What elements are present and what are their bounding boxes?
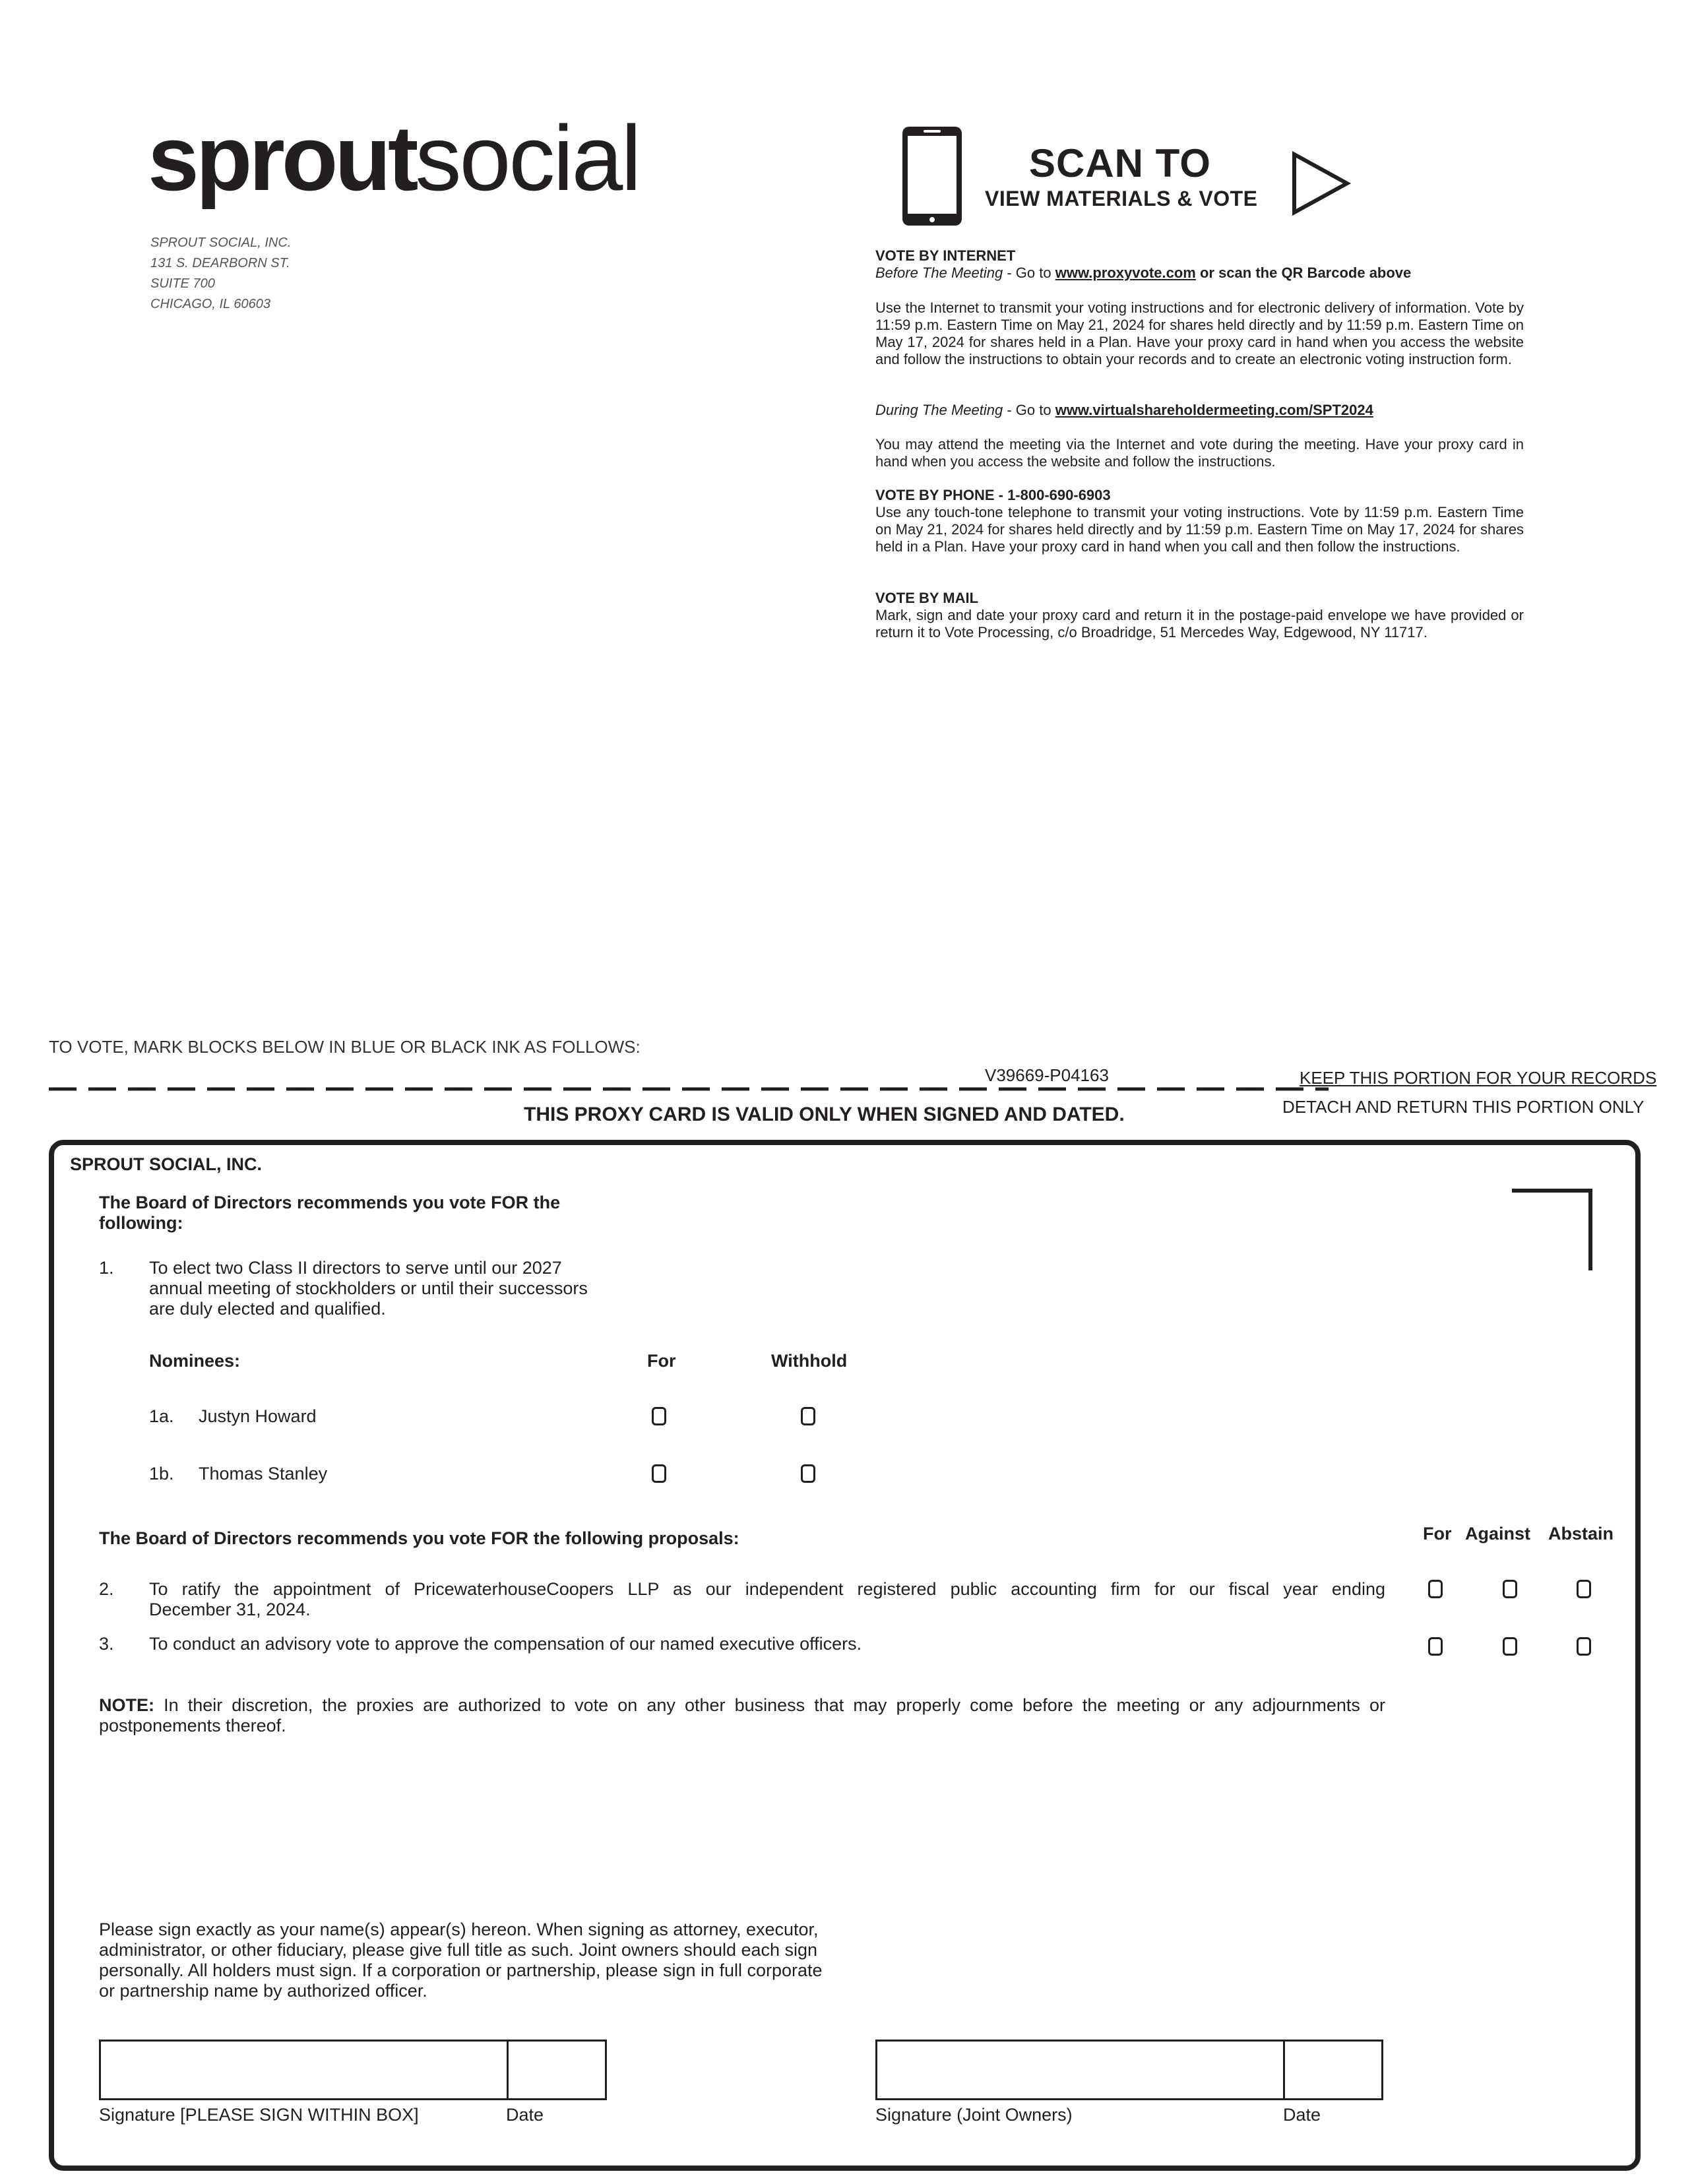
- control-number: V39669-P04163: [985, 1065, 1109, 1085]
- scan-title: SCAN TO: [1029, 141, 1211, 185]
- detach-portion-label: DETACH AND RETURN THIS PORTION ONLY: [1282, 1097, 1645, 1117]
- sign-instruction-2: administrator, or other fiduciary, please give full title as such. Joint owners should each sign: [99, 1940, 818, 1960]
- proposal-3-for-checkbox[interactable]: [1428, 1637, 1443, 1656]
- nominee-1b-for-checkbox[interactable]: [652, 1464, 666, 1483]
- signature-1-date-label: Date: [506, 2105, 544, 2125]
- address-line-4: CHICAGO, IL 60603: [150, 297, 270, 311]
- during-label: During The Meeting: [875, 402, 1003, 418]
- before-suffix: or scan the QR Barcode above: [1195, 265, 1412, 281]
- play-arrow-icon: [1290, 150, 1351, 216]
- logo-sprout: sprout: [148, 106, 416, 210]
- to-vote-instruction: TO VOTE, MARK BLOCKS BELOW IN BLUE OR BLACK INK AS FOLLOWS:: [49, 1037, 641, 1057]
- signature-1-label: Signature [PLEASE SIGN WITHIN BOX]: [99, 2105, 419, 2125]
- proposal-3-against-checkbox[interactable]: [1503, 1637, 1517, 1656]
- before-label: Before The Meeting: [875, 265, 1003, 281]
- internet-during-text: You may attend the meeting via the Internet and vote during the meeting. Have your proxy card in hand when you access the website and follow the instructions.: [875, 436, 1524, 470]
- scan-subtitle: VIEW MATERIALS & VOTE: [985, 187, 1258, 210]
- phone-icon: [901, 125, 963, 227]
- valid-notice: THIS PROXY CARD IS VALID ONLY WHEN SIGNED AND DATED.: [524, 1104, 1125, 1125]
- prop-col-for: For: [1423, 1524, 1452, 1544]
- before-goto: - Go to: [1003, 265, 1055, 281]
- item-1-line-2: annual meeting of stockholders or until their successors: [149, 1278, 588, 1298]
- nominee-1a-for-checkbox[interactable]: [652, 1407, 666, 1425]
- proxyvote-link[interactable]: www.proxyvote.com: [1055, 265, 1196, 281]
- detach-dashed-line: [49, 1087, 1329, 1091]
- keep-portion-label: KEEP THIS PORTION FOR YOUR RECORDS: [1300, 1068, 1657, 1088]
- board-rec-2: The Board of Directors recommends you vote FOR the following proposals:: [99, 1528, 739, 1548]
- address-line-3: SUITE 700: [150, 276, 215, 291]
- mail-text: Mark, sign and date your proxy card and return it in the postage-paid envelope we have provided or return it to Vote Processing, c/o Broadridge, 51 Mercedes Way, Edgewood, NY 11717.: [875, 607, 1524, 640]
- signature-box-1[interactable]: [99, 2040, 607, 2100]
- virtual-meeting-link[interactable]: www.virtualshareholdermeeting.com/SPT2024: [1055, 402, 1373, 418]
- proposal-3-number: 3.: [99, 1634, 114, 1654]
- signature-2-label: Signature (Joint Owners): [875, 2105, 1073, 2125]
- proposal-3-abstain-checkbox[interactable]: [1577, 1637, 1591, 1656]
- item-1-line-1: To elect two Class II directors to serve until our 2027: [149, 1258, 562, 1278]
- note-label: NOTE:: [99, 1695, 154, 1715]
- sign-instruction-4: or partnership name by authorized officer.: [99, 1981, 427, 2001]
- signature-box-2[interactable]: [875, 2040, 1383, 2100]
- logo-social: social: [415, 106, 640, 210]
- note-text: In their discretion, the proxies are authorized to vote on any other business that may properly come before the meeting or any adjournments or: [154, 1695, 1385, 1715]
- nominee-col-for: For: [647, 1351, 676, 1371]
- nominee-col-withhold: Withhold: [771, 1351, 848, 1371]
- mail-heading: VOTE BY MAIL: [875, 590, 979, 606]
- card-company-name: SPROUT SOCIAL, INC.: [70, 1154, 263, 1174]
- nominee-1a-name: Justyn Howard: [199, 1406, 317, 1426]
- proposal-2-against-checkbox[interactable]: [1503, 1580, 1517, 1598]
- internet-heading: VOTE BY INTERNET: [875, 247, 1016, 264]
- phone-text: Use any touch-tone telephone to transmit your voting instructions. Vote by 11:59 p.m. Eastern Time on May 21, 2024 for shares held directly and by 11:59 p.m. Eastern Time on May 17, 2024 for shares held in a Plan. Have your proxy card in hand when you call and then follow the instructions.: [875, 504, 1524, 555]
- nominee-1b-number: 1b.: [149, 1464, 174, 1483]
- internet-before-line: [875, 265, 1524, 282]
- note-line-1: [99, 1695, 1385, 1716]
- item-1-line-3: are duly elected and qualified.: [149, 1299, 386, 1319]
- address-line-2: 131 S. DEARBORN ST.: [150, 256, 290, 270]
- note-line-2: postponements thereof.: [99, 1716, 286, 1735]
- nominees-label: Nominees:: [149, 1351, 241, 1371]
- internet-during-line: [875, 402, 1524, 419]
- proposal-2-line-1: To ratify the appointment of PricewaterhouseCoopers LLP as our independent registered public accounting firm for our fiscal year ending: [149, 1579, 1385, 1599]
- prop-col-abstain: Abstain: [1548, 1524, 1614, 1544]
- proposal-2-abstain-checkbox[interactable]: [1577, 1580, 1591, 1598]
- proposal-2-line-2: December 31, 2024.: [149, 1600, 311, 1619]
- prop-col-against: Against: [1465, 1524, 1531, 1544]
- proposal-2-number: 2.: [99, 1579, 114, 1599]
- sign-instruction-3: personally. All holders must sign. If a corporation or partnership, please sign in full corporate: [99, 1960, 823, 1980]
- nominee-1b-name: Thomas Stanley: [199, 1464, 328, 1483]
- phone-heading: VOTE BY PHONE - 1-800-690-6903: [875, 487, 1111, 503]
- nominee-1b-withhold-checkbox[interactable]: [801, 1464, 815, 1483]
- internet-before-text: Use the Internet to transmit your voting instructions and for electronic delivery of information. Vote by 11:59 p.m. Eastern Time on May 21, 2024 for shares held directly and by 11:59 p.m. Eastern Time on May 17, 2024 for shares held in a Plan. Have your proxy card in hand when you access the website and follow the instructions to obtain your records and to create an electronic voting instruction form.: [875, 299, 1524, 367]
- signature-box-2-divider: [1283, 2042, 1285, 2098]
- board-rec-1-cont: following:: [99, 1213, 183, 1233]
- signature-box-1-divider: [507, 2042, 509, 2098]
- proposal-3-line-1: To conduct an advisory vote to approve the compensation of our named executive officers.: [149, 1634, 862, 1654]
- board-rec-1: The Board of Directors recommends you vote FOR the: [99, 1193, 561, 1212]
- nominee-1a-number: 1a.: [149, 1406, 174, 1426]
- company-logo: [148, 106, 640, 210]
- signature-2-date-label: Date: [1283, 2105, 1321, 2125]
- during-goto: - Go to: [1003, 402, 1055, 418]
- corner-registration-mark: [1512, 1189, 1592, 1270]
- address-line-1: SPROUT SOCIAL, INC.: [150, 235, 292, 250]
- sign-instruction-1: Please sign exactly as your name(s) appear(s) hereon. When signing as attorney, executor,: [99, 1919, 819, 1939]
- nominee-1a-withhold-checkbox[interactable]: [801, 1407, 815, 1425]
- item-1-number: 1.: [99, 1258, 114, 1278]
- proposal-2-for-checkbox[interactable]: [1428, 1580, 1443, 1598]
